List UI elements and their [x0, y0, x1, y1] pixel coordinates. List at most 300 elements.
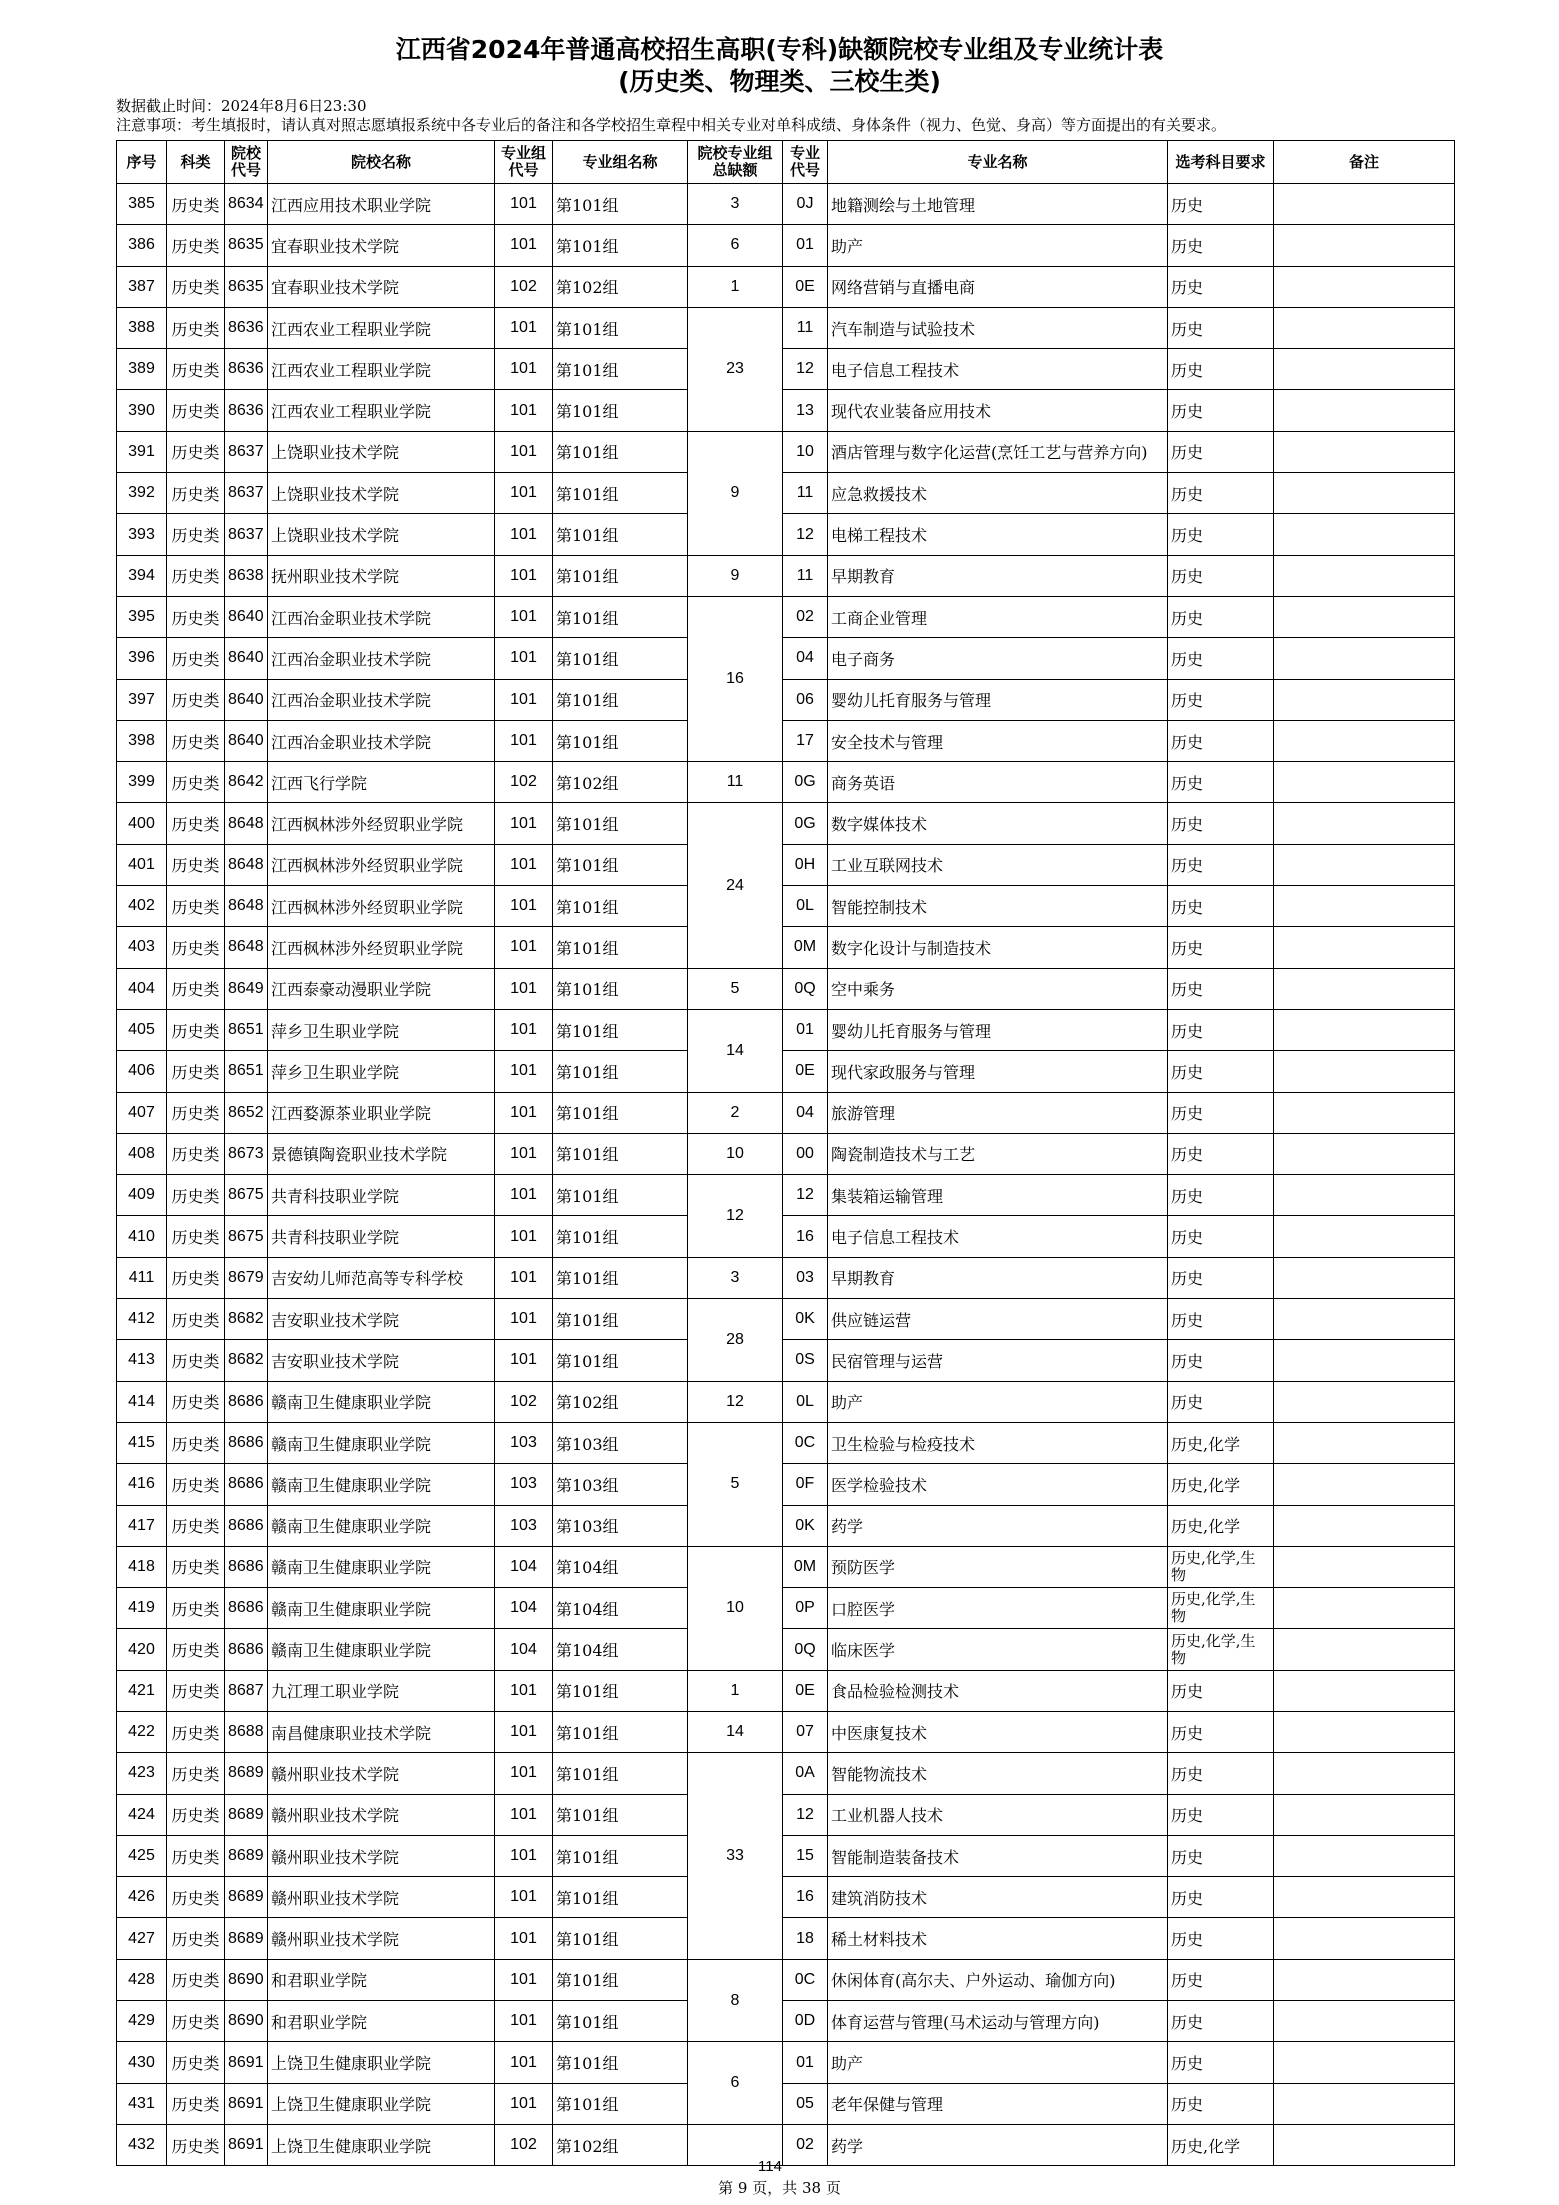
cell-major-name: 供应链运营	[828, 1299, 1168, 1340]
cell-remarks	[1274, 1670, 1455, 1711]
cell-group-code: 101	[495, 1051, 553, 1092]
cell-school-name: 江西农业工程职业学院	[268, 349, 495, 390]
cell-school-code: 8636	[225, 307, 268, 348]
cell-major-code: 17	[783, 720, 828, 761]
table-row	[117, 1175, 1455, 1216]
cell-major-code: 16	[783, 1877, 828, 1918]
cell-school-name: 赣州职业技术学院	[268, 1753, 495, 1794]
cell-group-code: 101	[495, 1340, 553, 1381]
cell-group-name: 第101组	[553, 1959, 688, 2000]
cell-group-name: 第101组	[553, 1835, 688, 1876]
table-row	[117, 1794, 1455, 1835]
cell-group-name: 第104组	[553, 1588, 688, 1629]
cell-major-name: 酒店管理与数字化运营(烹饪工艺与营养方向)	[828, 431, 1168, 472]
table-row	[117, 1877, 1455, 1918]
table-header-row	[117, 141, 1455, 184]
cell-school-code: 8648	[225, 803, 268, 844]
cell-major-code: 12	[783, 1794, 828, 1835]
cell-major-name: 稀土材料技术	[828, 1918, 1168, 1959]
cell-group-code: 101	[495, 307, 553, 348]
cell-remarks	[1274, 968, 1455, 1009]
cell-category: 历史类	[167, 2001, 225, 2042]
table-row	[117, 1670, 1455, 1711]
cell-major-code: 0P	[783, 1588, 828, 1629]
cell-seq: 401	[117, 844, 167, 885]
cell-subject-req: 历史	[1168, 1835, 1274, 1876]
cell-major-code: 06	[783, 679, 828, 720]
cell-category: 历史类	[167, 1257, 225, 1298]
cell-major-name: 电子信息工程技术	[828, 349, 1168, 390]
cell-major-name: 智能物流技术	[828, 1753, 1168, 1794]
cell-major-code: 10	[783, 431, 828, 472]
cell-seq: 413	[117, 1340, 167, 1381]
cell-group-code: 102	[495, 2124, 553, 2165]
cell-group-name: 第101组	[553, 1092, 688, 1133]
cell-school-name: 上饶卫生健康职业学院	[268, 2124, 495, 2165]
table-row	[117, 1918, 1455, 1959]
cell-group-code: 101	[495, 844, 553, 885]
cell-total-shortage: 33	[688, 1753, 783, 1959]
cell-major-code: 05	[783, 2083, 828, 2124]
cell-group-code: 101	[495, 555, 553, 596]
cell-school-code: 8651	[225, 1009, 268, 1050]
cell-major-name: 药学	[828, 2124, 1168, 2165]
cell-category: 历史类	[167, 555, 225, 596]
cell-group-code: 101	[495, 1670, 553, 1711]
cell-seq: 418	[117, 1546, 167, 1587]
cell-subject-req: 历史,化学,生物	[1168, 1629, 1274, 1670]
cell-category: 历史类	[167, 1051, 225, 1092]
cell-total-shortage: 10	[688, 1546, 783, 1670]
cell-major-code: 02	[783, 2124, 828, 2165]
cell-category: 历史类	[167, 1092, 225, 1133]
cell-school-code: 8691	[225, 2042, 268, 2083]
cell-school-name: 吉安幼儿师范高等专科学校	[268, 1257, 495, 1298]
cell-remarks	[1274, 1918, 1455, 1959]
table-row	[117, 1629, 1455, 1670]
cell-seq: 428	[117, 1959, 167, 2000]
cell-group-code: 103	[495, 1422, 553, 1463]
cell-school-name: 吉安职业技术学院	[268, 1299, 495, 1340]
cell-subject-req: 历史	[1168, 679, 1274, 720]
cell-seq: 388	[117, 307, 167, 348]
cell-seq: 394	[117, 555, 167, 596]
cell-group-name: 第101组	[553, 184, 688, 225]
cell-major-name: 早期教育	[828, 1257, 1168, 1298]
cell-major-name: 助产	[828, 1381, 1168, 1422]
cell-school-code: 8691	[225, 2083, 268, 2124]
cell-remarks	[1274, 225, 1455, 266]
cell-group-code: 101	[495, 1835, 553, 1876]
cell-group-name: 第101组	[553, 225, 688, 266]
cell-school-code: 8649	[225, 968, 268, 1009]
cell-remarks	[1274, 307, 1455, 348]
cell-seq: 419	[117, 1588, 167, 1629]
table-row	[117, 762, 1455, 803]
cell-group-code: 101	[495, 1794, 553, 1835]
cell-seq: 405	[117, 1009, 167, 1050]
cell-subject-req: 历史	[1168, 638, 1274, 679]
cell-group-name: 第101组	[553, 473, 688, 514]
cell-seq: 429	[117, 2001, 167, 2042]
table-row	[117, 1588, 1455, 1629]
cell-major-name: 卫生检验与检疫技术	[828, 1422, 1168, 1463]
cell-major-name: 汽车制造与试验技术	[828, 307, 1168, 348]
cell-seq: 431	[117, 2083, 167, 2124]
cell-group-code: 103	[495, 1505, 553, 1546]
cell-remarks	[1274, 2042, 1455, 2083]
cell-category: 历史类	[167, 1877, 225, 1918]
cell-major-code: 00	[783, 1133, 828, 1174]
cell-school-code: 8689	[225, 1794, 268, 1835]
cell-school-name: 赣南卫生健康职业学院	[268, 1629, 495, 1670]
table-row	[117, 1009, 1455, 1050]
cell-category: 历史类	[167, 184, 225, 225]
cell-remarks	[1274, 1959, 1455, 2000]
table-row	[117, 1835, 1455, 1876]
cell-group-code: 102	[495, 1381, 553, 1422]
cell-group-code: 101	[495, 1092, 553, 1133]
cell-remarks	[1274, 390, 1455, 431]
cell-major-name: 商务英语	[828, 762, 1168, 803]
cell-remarks	[1274, 1299, 1455, 1340]
cell-subject-req: 历史	[1168, 2042, 1274, 2083]
cell-school-name: 萍乡卫生职业学院	[268, 1009, 495, 1050]
cell-major-code: 11	[783, 555, 828, 596]
cell-school-name: 江西枫林涉外经贸职业学院	[268, 803, 495, 844]
cell-major-code: 0A	[783, 1753, 828, 1794]
table-row	[117, 2001, 1455, 2042]
cell-remarks	[1274, 844, 1455, 885]
cell-remarks	[1274, 1588, 1455, 1629]
cell-subject-req: 历史	[1168, 762, 1274, 803]
cell-school-code: 8640	[225, 720, 268, 761]
cell-school-name: 江西应用技术职业学院	[268, 184, 495, 225]
cell-major-code: 0C	[783, 1959, 828, 2000]
cell-total-shortage: 3	[688, 184, 783, 225]
cell-school-name: 江西冶金职业技术学院	[268, 679, 495, 720]
cell-remarks	[1274, 1711, 1455, 1752]
cell-school-name: 吉安职业技术学院	[268, 1340, 495, 1381]
cell-group-name: 第101组	[553, 514, 688, 555]
cell-seq: 412	[117, 1299, 167, 1340]
table-row	[117, 1505, 1455, 1546]
deadline-text: 数据截止时间：2024年8月6日23:30	[116, 97, 367, 115]
table-row	[117, 844, 1455, 885]
cell-school-name: 和君职业学院	[268, 2001, 495, 2042]
table-row	[117, 1299, 1455, 1340]
cell-group-code: 101	[495, 1175, 553, 1216]
cell-school-code: 8636	[225, 390, 268, 431]
cell-seq: 421	[117, 1670, 167, 1711]
document-subtitle: (历史类、物理类、三校生类)	[618, 67, 941, 96]
cell-subject-req: 历史	[1168, 927, 1274, 968]
cell-group-code: 101	[495, 1877, 553, 1918]
table-row	[117, 431, 1455, 472]
cell-major-name: 数字化设计与制造技术	[828, 927, 1168, 968]
cell-subject-req: 历史	[1168, 1959, 1274, 2000]
cell-school-name: 上饶职业技术学院	[268, 514, 495, 555]
cell-major-name: 中医康复技术	[828, 1711, 1168, 1752]
table-row	[117, 1753, 1455, 1794]
header-category: 科类	[167, 141, 225, 184]
cell-remarks	[1274, 1133, 1455, 1174]
cell-category: 历史类	[167, 720, 225, 761]
cell-category: 历史类	[167, 1381, 225, 1422]
cell-school-name: 宜春职业技术学院	[268, 225, 495, 266]
cell-school-name: 九江理工职业学院	[268, 1670, 495, 1711]
cell-school-name: 江西枫林涉外经贸职业学院	[268, 886, 495, 927]
table-row	[117, 720, 1455, 761]
cell-seq: 430	[117, 2042, 167, 2083]
cell-group-code: 101	[495, 638, 553, 679]
cell-group-name: 第101组	[553, 2042, 688, 2083]
cell-remarks	[1274, 1794, 1455, 1835]
cell-school-name: 赣南卫生健康职业学院	[268, 1422, 495, 1463]
cell-category: 历史类	[167, 1546, 225, 1587]
cell-group-name: 第101组	[553, 638, 688, 679]
cell-school-code: 8689	[225, 1753, 268, 1794]
cell-group-code: 101	[495, 720, 553, 761]
cell-group-code: 101	[495, 514, 553, 555]
cell-total-shortage: 12	[688, 1175, 783, 1258]
cell-major-name: 助产	[828, 225, 1168, 266]
cell-group-name: 第101组	[553, 1257, 688, 1298]
cell-category: 历史类	[167, 1175, 225, 1216]
table-row	[117, 803, 1455, 844]
cell-group-name: 第101组	[553, 886, 688, 927]
cell-remarks	[1274, 1753, 1455, 1794]
cell-seq: 387	[117, 266, 167, 307]
cell-subject-req: 历史,化学	[1168, 2124, 1274, 2165]
cell-major-name: 智能控制技术	[828, 886, 1168, 927]
cell-remarks	[1274, 473, 1455, 514]
cell-major-name: 建筑消防技术	[828, 1877, 1168, 1918]
cell-total-shortage: 1	[688, 1670, 783, 1711]
cell-school-code: 8687	[225, 1670, 268, 1711]
cell-subject-req: 历史	[1168, 473, 1274, 514]
cell-school-code: 8690	[225, 2001, 268, 2042]
cell-seq: 391	[117, 431, 167, 472]
cell-major-name: 婴幼儿托育服务与管理	[828, 1009, 1168, 1050]
cell-group-code: 101	[495, 1959, 553, 2000]
cell-school-code: 8686	[225, 1422, 268, 1463]
cell-group-name: 第101组	[553, 1009, 688, 1050]
table-row	[117, 679, 1455, 720]
header-group-code: 专业组代号	[495, 141, 553, 184]
cell-school-name: 江西枫林涉外经贸职业学院	[268, 927, 495, 968]
cell-school-name: 江西飞行学院	[268, 762, 495, 803]
cell-seq: 400	[117, 803, 167, 844]
cell-category: 历史类	[167, 225, 225, 266]
cell-major-code: 15	[783, 1835, 828, 1876]
cell-group-name: 第102组	[553, 1381, 688, 1422]
cell-school-code: 8682	[225, 1340, 268, 1381]
cell-school-name: 赣南卫生健康职业学院	[268, 1588, 495, 1629]
cell-major-code: 0E	[783, 1051, 828, 1092]
cell-group-name: 第101组	[553, 1133, 688, 1174]
cell-school-name: 江西冶金职业技术学院	[268, 596, 495, 637]
cell-group-name: 第103组	[553, 1505, 688, 1546]
cell-major-name: 空中乘务	[828, 968, 1168, 1009]
cell-school-code: 8689	[225, 1835, 268, 1876]
table-row	[117, 968, 1455, 1009]
cell-subject-req: 历史	[1168, 1092, 1274, 1133]
cell-major-code: 03	[783, 1257, 828, 1298]
cell-major-name: 医学检验技术	[828, 1464, 1168, 1505]
cell-group-code: 101	[495, 431, 553, 472]
cell-seq: 425	[117, 1835, 167, 1876]
cell-group-name: 第101组	[553, 431, 688, 472]
cell-major-code: 0Q	[783, 968, 828, 1009]
cell-group-code: 101	[495, 679, 553, 720]
table-row	[117, 225, 1455, 266]
cell-remarks	[1274, 2124, 1455, 2165]
cell-subject-req: 历史,化学	[1168, 1505, 1274, 1546]
cell-category: 历史类	[167, 1753, 225, 1794]
cell-remarks	[1274, 1340, 1455, 1381]
cell-school-code: 8635	[225, 225, 268, 266]
cell-total-shortage: 6	[688, 225, 783, 266]
cell-group-name: 第101组	[553, 927, 688, 968]
cell-subject-req: 历史	[1168, 1381, 1274, 1422]
cell-school-name: 南昌健康职业技术学院	[268, 1711, 495, 1752]
cell-school-name: 赣州职业技术学院	[268, 1794, 495, 1835]
cell-school-code: 8682	[225, 1299, 268, 1340]
cell-category: 历史类	[167, 1629, 225, 1670]
cell-major-code: 0K	[783, 1299, 828, 1340]
cell-major-code: 13	[783, 390, 828, 431]
cell-group-code: 101	[495, 803, 553, 844]
cell-remarks	[1274, 886, 1455, 927]
cell-remarks	[1274, 1216, 1455, 1257]
cell-school-name: 江西冶金职业技术学院	[268, 638, 495, 679]
cell-remarks	[1274, 1051, 1455, 1092]
cell-subject-req: 历史	[1168, 266, 1274, 307]
cell-group-code: 101	[495, 2001, 553, 2042]
cell-major-name: 临床医学	[828, 1629, 1168, 1670]
cell-school-name: 江西农业工程职业学院	[268, 307, 495, 348]
cell-seq: 390	[117, 390, 167, 431]
cell-school-code: 8689	[225, 1877, 268, 1918]
cell-total-shortage: 5	[688, 968, 783, 1009]
cell-school-code: 8686	[225, 1546, 268, 1587]
table-row	[117, 390, 1455, 431]
cell-group-code: 101	[495, 1711, 553, 1752]
cell-seq: 409	[117, 1175, 167, 1216]
cell-group-name: 第101组	[553, 1877, 688, 1918]
cell-major-name: 电子商务	[828, 638, 1168, 679]
cell-school-code: 8688	[225, 1711, 268, 1752]
cell-major-name: 民宿管理与运营	[828, 1340, 1168, 1381]
cell-school-code: 8689	[225, 1918, 268, 1959]
cell-subject-req: 历史	[1168, 886, 1274, 927]
cell-remarks	[1274, 638, 1455, 679]
cell-major-code: 0M	[783, 927, 828, 968]
cell-group-name: 第101组	[553, 1051, 688, 1092]
cell-major-code: 02	[783, 596, 828, 637]
cell-group-code: 101	[495, 184, 553, 225]
cell-seq: 403	[117, 927, 167, 968]
cell-major-name: 电子信息工程技术	[828, 1216, 1168, 1257]
header-major-name: 专业名称	[828, 141, 1168, 184]
cell-school-code: 8640	[225, 596, 268, 637]
table-row	[117, 1133, 1455, 1174]
cell-group-code: 101	[495, 1216, 553, 1257]
cell-total-shortage: 23	[688, 307, 783, 431]
cell-subject-req: 历史	[1168, 1711, 1274, 1752]
table-row	[117, 1464, 1455, 1505]
cell-school-name: 宜春职业技术学院	[268, 266, 495, 307]
cell-school-name: 江西枫林涉外经贸职业学院	[268, 844, 495, 885]
cell-category: 历史类	[167, 1835, 225, 1876]
cell-group-code: 103	[495, 1464, 553, 1505]
cell-subject-req: 历史	[1168, 844, 1274, 885]
cell-subject-req: 历史	[1168, 1216, 1274, 1257]
cell-subject-req: 历史,化学	[1168, 1422, 1274, 1463]
cell-major-name: 口腔医学	[828, 1588, 1168, 1629]
cell-remarks	[1274, 927, 1455, 968]
cell-major-code: 12	[783, 514, 828, 555]
cell-category: 历史类	[167, 349, 225, 390]
cell-seq: 392	[117, 473, 167, 514]
cell-group-name: 第101组	[553, 1340, 688, 1381]
cell-major-name: 食品检验检测技术	[828, 1670, 1168, 1711]
cell-school-code: 8637	[225, 473, 268, 514]
cell-subject-req: 历史,化学,生物	[1168, 1546, 1274, 1587]
cell-group-code: 101	[495, 1009, 553, 1050]
cell-school-code: 8652	[225, 1092, 268, 1133]
cell-major-name: 婴幼儿托育服务与管理	[828, 679, 1168, 720]
cell-seq: 426	[117, 1877, 167, 1918]
cell-total-shortage: 14	[688, 1009, 783, 1092]
cell-group-code: 101	[495, 349, 553, 390]
cell-remarks	[1274, 2083, 1455, 2124]
cell-school-name: 赣南卫生健康职业学院	[268, 1546, 495, 1587]
table-row	[117, 1546, 1455, 1587]
cell-total-shortage: 12	[688, 1381, 783, 1422]
cell-remarks	[1274, 1505, 1455, 1546]
cell-seq: 385	[117, 184, 167, 225]
cell-group-name: 第104组	[553, 1546, 688, 1587]
cell-total-shortage: 28	[688, 1299, 783, 1382]
cell-group-name: 第102组	[553, 762, 688, 803]
cell-group-name: 第103组	[553, 1422, 688, 1463]
cell-school-code: 8686	[225, 1588, 268, 1629]
cell-seq: 423	[117, 1753, 167, 1794]
cell-seq: 393	[117, 514, 167, 555]
notice-text: 注意事项：考生填报时，请认真对照志愿填报系统中各专业后的备注和各学校招生章程中相关专业对单科成绩、身体条件（视力、色觉、身高）等方面提出的有关要求。	[116, 116, 1227, 134]
cell-seq: 386	[117, 225, 167, 266]
cell-remarks	[1274, 2001, 1455, 2042]
cell-major-name: 网络营销与直播电商	[828, 266, 1168, 307]
cell-major-code: 0L	[783, 1381, 828, 1422]
cell-group-name: 第101组	[553, 1711, 688, 1752]
cell-total-shortage: 2	[688, 1092, 783, 1133]
cell-category: 历史类	[167, 1422, 225, 1463]
cell-category: 历史类	[167, 1588, 225, 1629]
cell-remarks	[1274, 596, 1455, 637]
cell-school-name: 赣南卫生健康职业学院	[268, 1464, 495, 1505]
cell-category: 历史类	[167, 596, 225, 637]
cell-remarks	[1274, 349, 1455, 390]
cell-subject-req: 历史	[1168, 1340, 1274, 1381]
cell-remarks	[1274, 803, 1455, 844]
cell-remarks	[1274, 720, 1455, 761]
cell-category: 历史类	[167, 762, 225, 803]
cell-major-code: 0G	[783, 803, 828, 844]
cell-category: 历史类	[167, 390, 225, 431]
